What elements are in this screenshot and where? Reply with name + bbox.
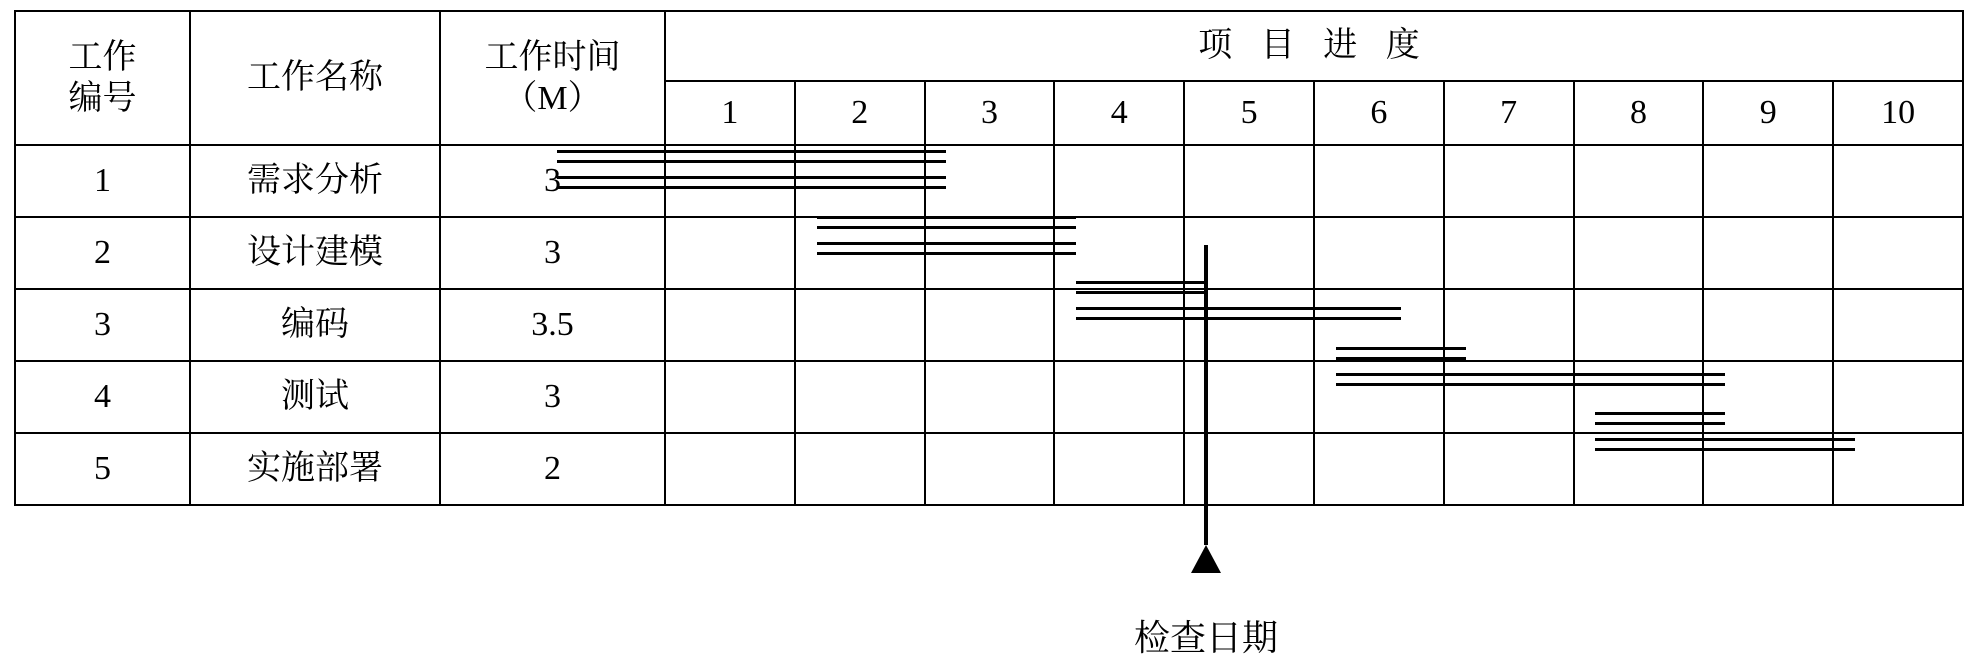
row-5-duration: 2: [440, 433, 665, 505]
row-3-month-8: [1574, 289, 1704, 361]
row-4-month-3: [925, 361, 1055, 433]
row-3-month-1: [665, 289, 795, 361]
row-3-id: 3: [15, 289, 190, 361]
row-5-month-4: [1054, 433, 1184, 505]
row-4-name: 测试: [190, 361, 440, 433]
header-month-6: 6: [1314, 81, 1444, 145]
table-row: [15, 433, 1963, 505]
row-4-month-9: [1703, 361, 1833, 433]
row-2-month-8: [1574, 217, 1704, 289]
row-1-id: 1: [15, 145, 190, 217]
row-4-month-4: [1054, 361, 1184, 433]
row-4-month-1: [665, 361, 795, 433]
header-work-duration: [440, 11, 665, 145]
row-2-duration: 3: [440, 217, 665, 289]
row-5-month-8: [1574, 433, 1704, 505]
row-1-month-3: [925, 145, 1055, 217]
header-month-8: 8: [1574, 81, 1704, 145]
header-month-5: 5: [1184, 81, 1314, 145]
check-date-arrow-icon: [1191, 545, 1221, 573]
header-project-progress: 项 目 进 度: [665, 11, 1963, 81]
row-1-month-4: [1054, 145, 1184, 217]
table-row: [15, 289, 1963, 361]
row-1-month-7: [1444, 145, 1574, 217]
header-work-id-line2: 编号: [68, 80, 137, 117]
row-2-name: 设计建模: [190, 217, 440, 289]
row-5-id: 5: [15, 433, 190, 505]
gantt-table: [14, 10, 1964, 506]
row-4-month-6: [1314, 361, 1444, 433]
row-2-month-6: [1314, 217, 1444, 289]
row-5-month-10: [1833, 433, 1963, 505]
row-2-month-1: [665, 217, 795, 289]
header-month-9: 9: [1703, 81, 1833, 145]
table-row: [15, 145, 1963, 217]
header-work-name: 工作名称: [190, 11, 440, 145]
header-work-duration-line2: （M）: [503, 80, 602, 117]
check-date-label: 检查日期: [1133, 618, 1278, 658]
header-work-id-line1: 工作: [68, 38, 137, 76]
row-3-month-6: [1314, 289, 1444, 361]
row-3-month-10: [1833, 289, 1963, 361]
header-month-7: 7: [1444, 81, 1574, 145]
row-5-month-6: [1314, 433, 1444, 505]
row-3-month-7: [1444, 289, 1574, 361]
row-1-month-8: [1574, 145, 1704, 217]
row-3-month-2: [795, 289, 925, 361]
row-2-month-2: [795, 217, 925, 289]
row-2-month-7: [1444, 217, 1574, 289]
row-4-month-8: [1574, 361, 1704, 433]
row-5-month-2: [795, 433, 925, 505]
table-header-row-1: [15, 11, 1963, 81]
row-4-month-10: [1833, 361, 1963, 433]
row-2-month-10: [1833, 217, 1963, 289]
row-2-month-4: [1054, 217, 1184, 289]
row-5-month-7: [1444, 433, 1574, 505]
header-work-id: [15, 11, 190, 145]
header-month-4: 4: [1054, 81, 1184, 145]
row-1-duration: 3: [440, 145, 665, 217]
row-3-month-3: [925, 289, 1055, 361]
row-1-month-2: [795, 145, 925, 217]
header-work-duration-line1: 工作时间: [484, 38, 621, 76]
row-2-id: 2: [15, 217, 190, 289]
row-1-month-9: [1703, 145, 1833, 217]
row-5-month-3: [925, 433, 1055, 505]
row-4-month-2: [795, 361, 925, 433]
row-3-month-4: [1054, 289, 1184, 361]
check-date-line: [1204, 245, 1208, 545]
table-row: [15, 361, 1963, 433]
row-4-id: 4: [15, 361, 190, 433]
header-month-10: 10: [1833, 81, 1963, 145]
header-month-1: 1: [665, 81, 795, 145]
row-5-name: 实施部署: [190, 433, 440, 505]
gantt-table-body: [15, 145, 1963, 505]
row-1-month-10: [1833, 145, 1963, 217]
row-4-month-7: [1444, 361, 1574, 433]
table-row: [15, 217, 1963, 289]
row-3-duration: 3.5: [440, 289, 665, 361]
header-month-2: 2: [795, 81, 925, 145]
row-3-name: 编码: [190, 289, 440, 361]
row-1-month-1: [665, 145, 795, 217]
row-1-month-6: [1314, 145, 1444, 217]
row-5-month-1: [665, 433, 795, 505]
row-5-month-9: [1703, 433, 1833, 505]
row-2-month-9: [1703, 217, 1833, 289]
row-1-name: 需求分析: [190, 145, 440, 217]
header-month-3: 3: [925, 81, 1055, 145]
row-1-month-5: [1184, 145, 1314, 217]
row-4-duration: 3: [440, 361, 665, 433]
row-2-month-3: [925, 217, 1055, 289]
row-3-month-9: [1703, 289, 1833, 361]
